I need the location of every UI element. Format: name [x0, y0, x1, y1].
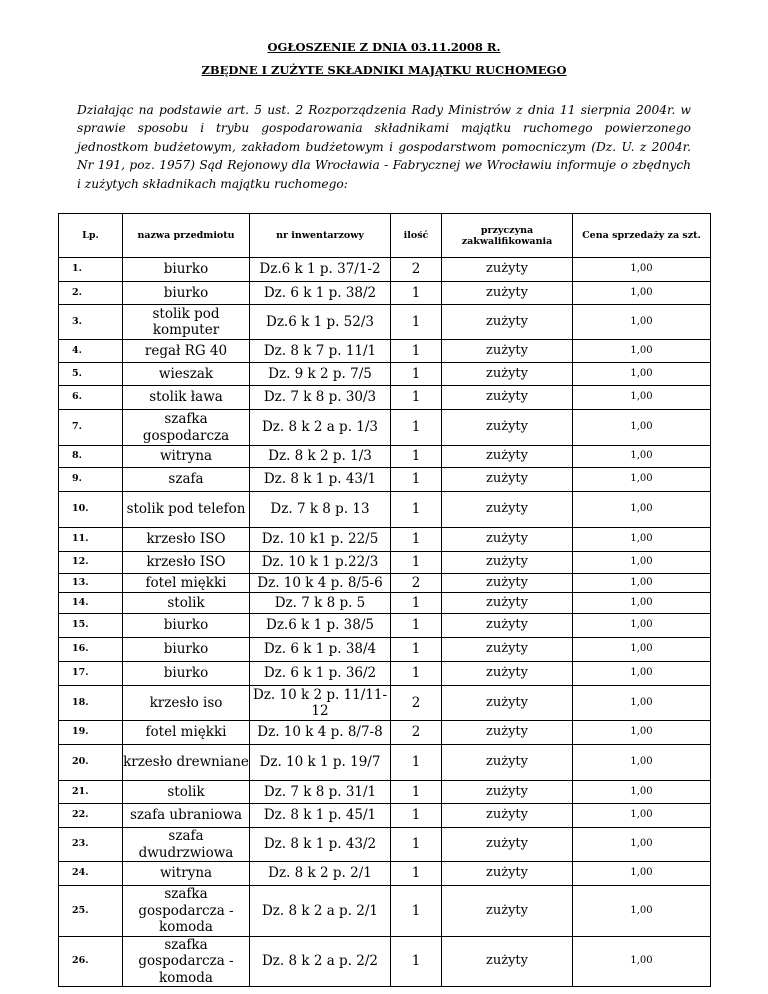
table-row: [59, 552, 711, 574]
cell-qty: 1: [391, 593, 442, 614]
cell-inventory: Dz. 8 k 2 a p. 1/3: [250, 410, 391, 446]
cell-lp: 3.: [59, 305, 123, 340]
cell-inventory: Dz. 8 k 1 p. 43/2: [250, 828, 391, 862]
cell-lp: 4.: [59, 340, 123, 363]
cell-inventory: Dz. 8 k 2 p. 2/1: [250, 862, 391, 886]
cell-name: krzesło ISO: [123, 552, 250, 574]
cell-name: biurko: [123, 614, 250, 638]
cell-name: stolik ława: [123, 386, 250, 410]
cell-lp: 24.: [59, 862, 123, 886]
table-row: [59, 804, 711, 828]
cell-inventory: Dz. 6 k 1 p. 38/2: [250, 282, 391, 305]
table-row: [59, 862, 711, 886]
cell-price: 1,00: [573, 386, 711, 410]
cell-qty: 1: [391, 410, 442, 446]
cell-qty: 1: [391, 862, 442, 886]
cell-price: 1,00: [573, 492, 711, 528]
cell-name: szafa dwudrzwiowa: [123, 828, 250, 862]
table-row: [59, 282, 711, 305]
cell-reason: zużyty: [442, 686, 573, 721]
cell-lp: 8.: [59, 446, 123, 468]
cell-qty: 1: [391, 340, 442, 363]
cell-qty: 1: [391, 282, 442, 305]
cell-reason: zużyty: [442, 305, 573, 340]
cell-qty: 1: [391, 552, 442, 574]
cell-name: krzesło iso: [123, 686, 250, 721]
cell-name: szafa ubraniowa: [123, 804, 250, 828]
table-row: [59, 745, 711, 781]
cell-name: fotel miękki: [123, 574, 250, 593]
table-row: [59, 386, 711, 410]
cell-inventory: Dz. 8 k 2 a p. 2/1: [250, 886, 391, 937]
cell-reason: zużyty: [442, 804, 573, 828]
inventory-table: [58, 213, 711, 987]
cell-price: 1,00: [573, 638, 711, 662]
cell-reason: zużyty: [442, 410, 573, 446]
cell-name: stolik: [123, 781, 250, 804]
cell-name: fotel miękki: [123, 721, 250, 745]
cell-lp: 19.: [59, 721, 123, 745]
cell-lp: 10.: [59, 492, 123, 528]
table-row: [59, 886, 711, 937]
cell-price: 1,00: [573, 410, 711, 446]
cell-price: 1,00: [573, 804, 711, 828]
cell-price: 1,00: [573, 862, 711, 886]
cell-name: biurko: [123, 258, 250, 282]
cell-inventory: Dz. 6 k 1 p. 38/4: [250, 638, 391, 662]
cell-reason: zużyty: [442, 574, 573, 593]
cell-reason: zużyty: [442, 593, 573, 614]
cell-reason: zużyty: [442, 282, 573, 305]
table-row: [59, 574, 711, 593]
cell-price: 1,00: [573, 828, 711, 862]
header-name: nazwa przedmiotu: [123, 214, 250, 258]
cell-price: 1,00: [573, 363, 711, 386]
cell-price: 1,00: [573, 552, 711, 574]
table-row: [59, 340, 711, 363]
cell-reason: zużyty: [442, 258, 573, 282]
cell-price: 1,00: [573, 721, 711, 745]
cell-reason: zużyty: [442, 492, 573, 528]
cell-name: szafka gospodarcza - komoda: [123, 886, 250, 937]
cell-qty: 1: [391, 745, 442, 781]
cell-qty: 1: [391, 828, 442, 862]
cell-reason: zużyty: [442, 781, 573, 804]
cell-inventory: Dz. 7 k 8 p. 5: [250, 593, 391, 614]
table-row: [59, 781, 711, 804]
table-header-row: [59, 214, 711, 258]
cell-qty: 2: [391, 686, 442, 721]
table-row: [59, 686, 711, 721]
table-row: [59, 936, 711, 987]
cell-inventory: Dz. 10 k 4 p. 8/5-6: [250, 574, 391, 593]
cell-name: witryna: [123, 862, 250, 886]
cell-inventory: Dz.6 k 1 p. 52/3: [250, 305, 391, 340]
table-row: [59, 492, 711, 528]
cell-inventory: Dz. 8 k 2 a p. 2/2: [250, 936, 391, 987]
cell-inventory: Dz. 8 k 1 p. 45/1: [250, 804, 391, 828]
cell-name: szafa: [123, 468, 250, 492]
cell-reason: zużyty: [442, 386, 573, 410]
cell-name: stolik pod komputer: [123, 305, 250, 340]
cell-name: wieszak: [123, 363, 250, 386]
cell-lp: 15.: [59, 614, 123, 638]
cell-price: 1,00: [573, 593, 711, 614]
cell-price: 1,00: [573, 614, 711, 638]
cell-qty: 1: [391, 781, 442, 804]
table-row: [59, 446, 711, 468]
cell-reason: zużyty: [442, 363, 573, 386]
cell-price: 1,00: [573, 528, 711, 552]
cell-name: witryna: [123, 446, 250, 468]
cell-lp: 17.: [59, 662, 123, 686]
cell-lp: 16.: [59, 638, 123, 662]
table-row: [59, 828, 711, 862]
cell-price: 1,00: [573, 936, 711, 987]
cell-name: biurko: [123, 662, 250, 686]
table-row: [59, 258, 711, 282]
cell-lp: 25.: [59, 886, 123, 937]
cell-name: krzesło ISO: [123, 528, 250, 552]
cell-price: 1,00: [573, 305, 711, 340]
cell-qty: 1: [391, 468, 442, 492]
table-row: [59, 721, 711, 745]
cell-price: 1,00: [573, 282, 711, 305]
cell-name: regał RG 40: [123, 340, 250, 363]
cell-reason: zużyty: [442, 662, 573, 686]
cell-reason: zużyty: [442, 745, 573, 781]
cell-lp: 14.: [59, 593, 123, 614]
cell-reason: zużyty: [442, 468, 573, 492]
cell-reason: zużyty: [442, 886, 573, 937]
cell-reason: zużyty: [442, 528, 573, 552]
cell-qty: 1: [391, 492, 442, 528]
table-row: [59, 468, 711, 492]
cell-qty: 1: [391, 614, 442, 638]
cell-lp: 23.: [59, 828, 123, 862]
cell-qty: 2: [391, 721, 442, 745]
table-row: [59, 662, 711, 686]
cell-inventory: Dz.6 k 1 p. 38/5: [250, 614, 391, 638]
cell-lp: 6.: [59, 386, 123, 410]
cell-name: szafka gospodarcza: [123, 410, 250, 446]
cell-inventory: Dz. 9 k 2 p. 7/5: [250, 363, 391, 386]
cell-price: 1,00: [573, 340, 711, 363]
cell-reason: zużyty: [442, 340, 573, 363]
cell-inventory: Dz. 10 k1 p. 22/5: [250, 528, 391, 552]
cell-lp: 22.: [59, 804, 123, 828]
cell-name: stolik: [123, 593, 250, 614]
cell-lp: 26.: [59, 936, 123, 987]
cell-qty: 1: [391, 305, 442, 340]
header-reason: przyczyna zakwalifikowania: [442, 214, 573, 258]
cell-reason: zużyty: [442, 936, 573, 987]
cell-price: 1,00: [573, 781, 711, 804]
cell-reason: zużyty: [442, 446, 573, 468]
cell-lp: 5.: [59, 363, 123, 386]
table-row: [59, 363, 711, 386]
header-price: Cena sprzedaży za szt.: [573, 214, 711, 258]
cell-price: 1,00: [573, 662, 711, 686]
cell-qty: 1: [391, 804, 442, 828]
cell-inventory: Dz. 10 k 1 p. 19/7: [250, 745, 391, 781]
cell-reason: zużyty: [442, 614, 573, 638]
cell-inventory: Dz. 10 k 4 p. 8/7-8: [250, 721, 391, 745]
table-row: [59, 638, 711, 662]
header-inventory: nr inwentarzowy: [250, 214, 391, 258]
cell-qty: 1: [391, 638, 442, 662]
cell-inventory: Dz. 7 k 8 p. 31/1: [250, 781, 391, 804]
cell-qty: 1: [391, 446, 442, 468]
cell-inventory: Dz. 8 k 1 p. 43/1: [250, 468, 391, 492]
table-row: [59, 410, 711, 446]
cell-qty: 2: [391, 574, 442, 593]
cell-price: 1,00: [573, 886, 711, 937]
cell-inventory: Dz. 10 k 1 p.22/3: [250, 552, 391, 574]
cell-lp: 20.: [59, 745, 123, 781]
cell-inventory: Dz. 8 k 2 p. 1/3: [250, 446, 391, 468]
cell-reason: zużyty: [442, 638, 573, 662]
cell-price: 1,00: [573, 574, 711, 593]
cell-price: 1,00: [573, 686, 711, 721]
cell-price: 1,00: [573, 446, 711, 468]
cell-price: 1,00: [573, 745, 711, 781]
table-row: [59, 593, 711, 614]
cell-lp: 2.: [59, 282, 123, 305]
cell-lp: 1.: [59, 258, 123, 282]
cell-name: stolik pod telefon: [123, 492, 250, 528]
header-lp: Lp.: [59, 214, 123, 258]
cell-reason: zużyty: [442, 862, 573, 886]
table-row: [59, 614, 711, 638]
cell-lp: 9.: [59, 468, 123, 492]
document-subtitle: ZBĘDNE I ZUŻYTE SKŁADNIKI MAJĄTKU RUCHOMEGO: [201, 63, 567, 77]
cell-lp: 7.: [59, 410, 123, 446]
cell-qty: 1: [391, 386, 442, 410]
cell-inventory: Dz. 6 k 1 p. 36/2: [250, 662, 391, 686]
cell-reason: zużyty: [442, 828, 573, 862]
cell-qty: 1: [391, 528, 442, 552]
cell-qty: 1: [391, 886, 442, 937]
document-title: OGŁOSZENIE Z DNIA 03.11.2008 R.: [267, 40, 501, 54]
cell-qty: 1: [391, 936, 442, 987]
cell-lp: 18.: [59, 686, 123, 721]
cell-name: szafka gospodarcza - komoda: [123, 936, 250, 987]
cell-inventory: Dz. 7 k 8 p. 13: [250, 492, 391, 528]
cell-lp: 12.: [59, 552, 123, 574]
cell-lp: 11.: [59, 528, 123, 552]
cell-price: 1,00: [573, 468, 711, 492]
cell-inventory: Dz. 8 k 7 p. 11/1: [250, 340, 391, 363]
cell-qty: 2: [391, 258, 442, 282]
intro-paragraph: Działając na podstawie art. 5 ust. 2 Rozporządzenia Rady Ministrów z dnia 11 sierpnia 2004r. w sprawie sposobu i trybu gospodarowania składnikami majątku ruchomego powierzonego jednostkom budżetowym, zakładom budżetowym i gospodarstwom pomocniczym (Dz. U. z 2004r. Nr 191, poz. 1957) Sąd Rejonowy dla Wrocławia - Fabrycznej we Wrocławiu informuje o zbędnych i zużytych składnikach majątku ruchomego:: [77, 103, 691, 191]
cell-name: biurko: [123, 638, 250, 662]
cell-name: krzesło drewniane: [123, 745, 250, 781]
cell-price: 1,00: [573, 258, 711, 282]
cell-lp: 21.: [59, 781, 123, 804]
cell-name: biurko: [123, 282, 250, 305]
table-row: [59, 305, 711, 340]
cell-reason: zużyty: [442, 552, 573, 574]
cell-reason: zużyty: [442, 721, 573, 745]
header-qty: ilość: [391, 214, 442, 258]
cell-qty: 1: [391, 662, 442, 686]
cell-inventory: Dz.6 k 1 p. 37/1-2: [250, 258, 391, 282]
cell-inventory: Dz. 7 k 8 p. 30/3: [250, 386, 391, 410]
table-row: [59, 528, 711, 552]
cell-qty: 1: [391, 363, 442, 386]
cell-inventory: Dz. 10 k 2 p. 11/11-12: [250, 686, 391, 721]
cell-lp: 13.: [59, 574, 123, 593]
table-body: [59, 258, 711, 987]
